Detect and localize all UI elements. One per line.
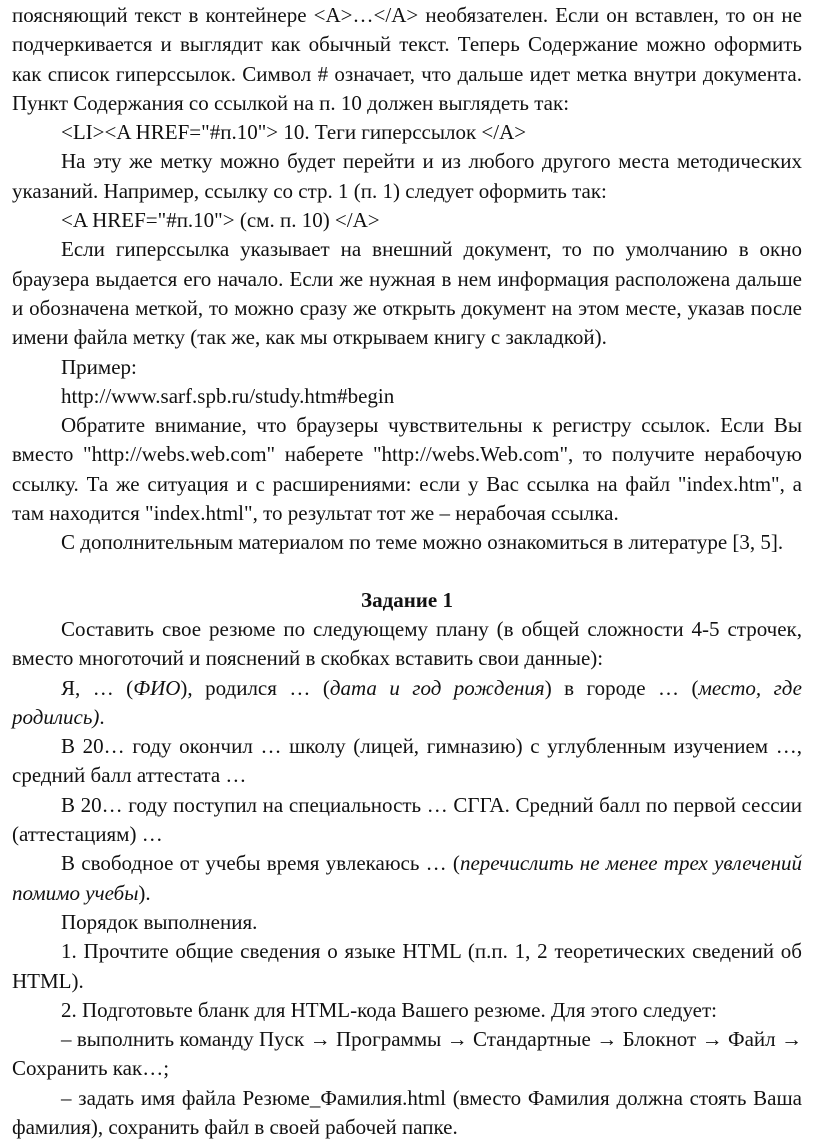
document-page (12, 1, 802, 1142)
code-example-contents: <LI><A HREF="#п.10"> 10. Теги гиперссылок </A> (61, 120, 527, 145)
example-label: Пример: (61, 354, 137, 379)
step-2: 2. Подготовьте бланк для HTML-кода Вашего резюме. Для этого следует: (61, 997, 718, 1022)
paragraph-literature: С дополнительным материалом по теме можно ознакомиться в литературе [3, 5]. (61, 530, 784, 555)
order-label: Порядок выполнения. (61, 909, 258, 934)
step-2-dash-1: – выполнить команду Пуск → Программы → Стандартные → Блокнот → Файл → Сохранить как…; (12, 1027, 802, 1081)
resume-line-3: В 20… году поступил на специальность … СГГА. Средний балл по первой сессии (аттестациям) … (12, 792, 802, 847)
code-example-link: <A HREF="#п.10"> (см. п. 10) </A> (61, 208, 380, 233)
paragraph-case-sensitivity: Обратите внимание, что браузеры чувствительны к регистру ссылок. Если Вы вместо "http://webs.web.com" наберете "http://webs.Web.com", то получите нерабочую ссылку. Та же ситуация и с расширениями: если у Вас ссылка на файл "index.htm", а там находится "index.html", то результат тот же – нерабочая ссылка. (12, 413, 802, 526)
paragraph-anchor-reuse: На эту же метку можно будет перейти и из любого другого места методических указаний. Например, ссылку со стр. 1 (п. 1) следует оформить так: (12, 149, 802, 203)
paragraph-external-link: Если гиперссылка указывает на внешний документ, то по умолчанию в окно браузера выдается его начало. Если же нужная в нем информация расположена дальше и обозначена меткой, то можно сразу же открыть документ на этом месте, указав после имени файла метку (так же, как мы открываем книгу с закладкой). (12, 237, 802, 350)
resume-line-4: В свободное от учебы время увлекаюсь … (перечислить не менее трех увлечений помимо учебы). (12, 851, 802, 905)
resume-line-2: В 20… году окончил … школу (лицей, гимназию) с углубленным изучением …, средний балл аттестата … (12, 734, 802, 788)
paragraph-intro: поясняющий текст в контейнере <A>…</A> необязателен. Если он вставлен, то он не подчеркивается и выглядит как обычный текст. Теперь Содержание можно оформить как список гиперссылок. Символ # означает, что дальше идет метка внутри документа. Пункт Содержания со ссылкой на п. 10 должен выглядеть так: (12, 3, 802, 115)
example-url: http://www.sarf.spb.ru/study.htm#begin (61, 383, 395, 408)
resume-line-1: Я, … (ФИО), родился … (дата и год рождения) в городе … (место, где родились). (12, 675, 802, 729)
task-title: Задание 1 (361, 587, 453, 612)
step-1: 1. Прочтите общие сведения о языке HTML (п.п. 1, 2 теоретических сведений об HTML). (12, 939, 802, 993)
task-intro: Составить свое резюме по следующему плану (в общей сложности 4-5 строчек, вместо многоточий и пояснений в скобках вставить свои данные): (12, 616, 802, 671)
step-2-dash-2: – задать имя файла Резюме_Фамилия.html (вместо Фамилия должна стоять Ваша фамилия), сохранить файл в своей рабочей папке. (12, 1085, 802, 1139)
